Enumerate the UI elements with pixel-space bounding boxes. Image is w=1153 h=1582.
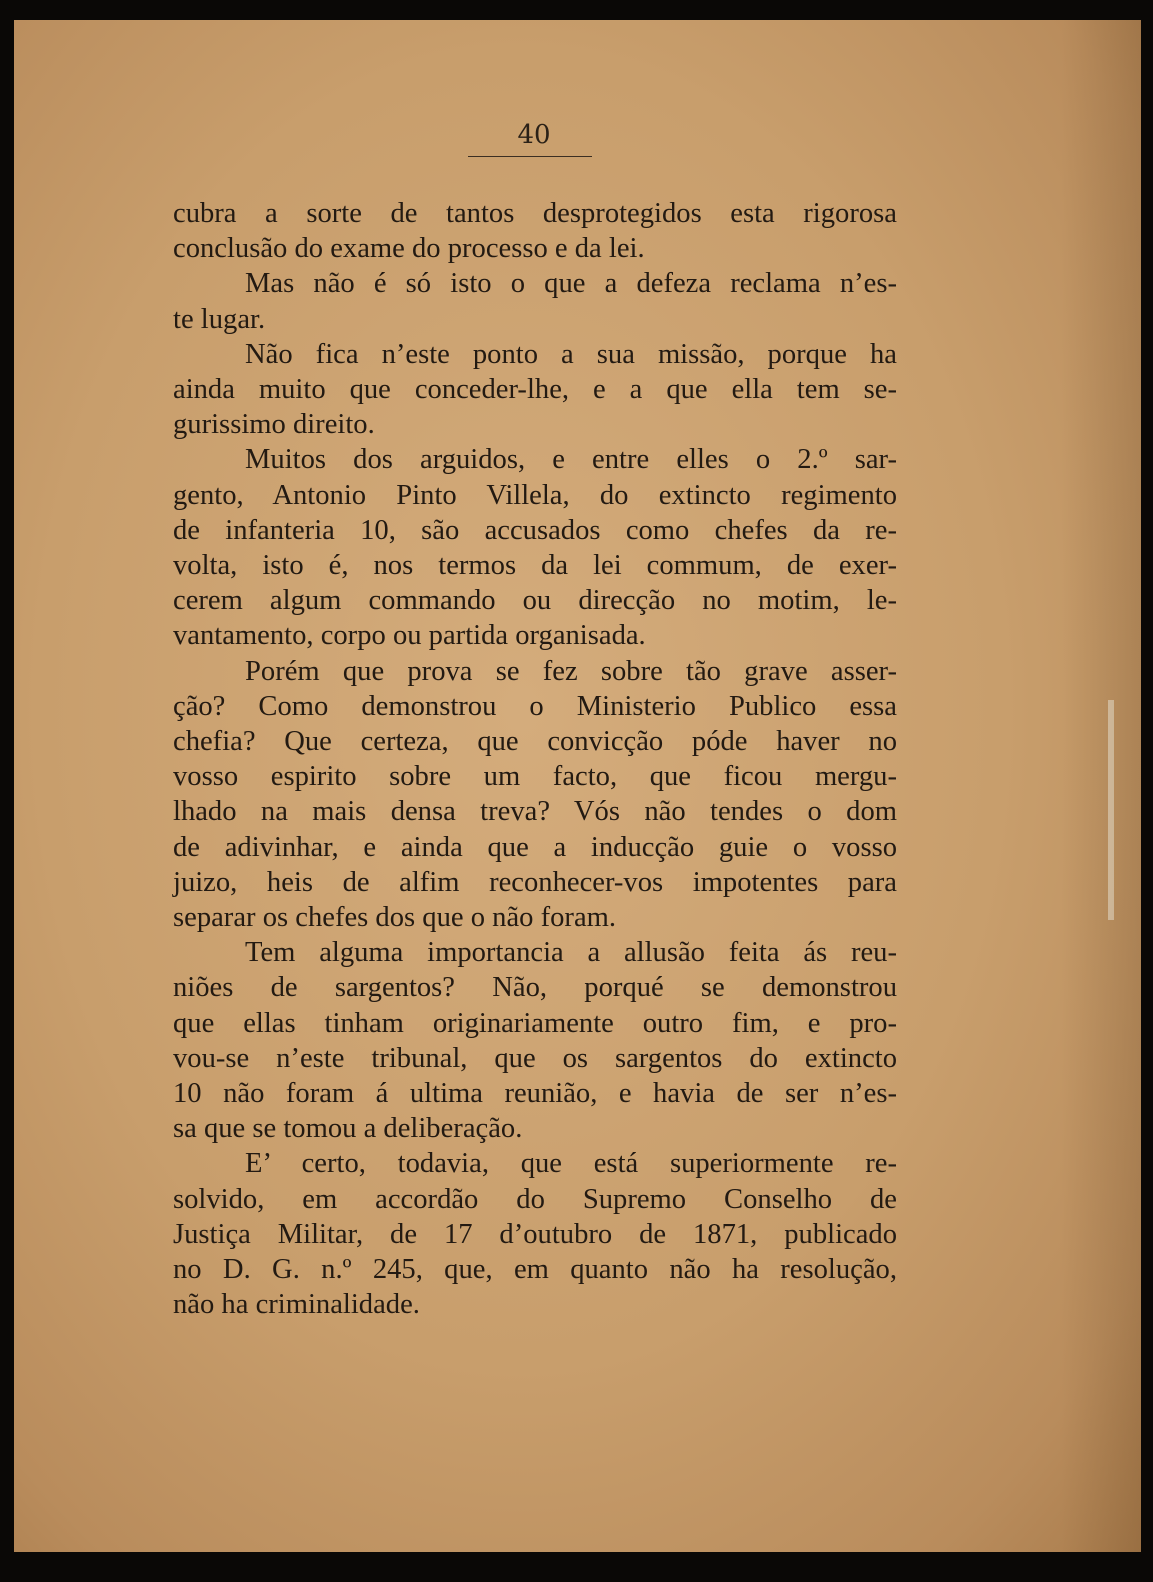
text-line: sa que se tomou a deliberação.	[173, 1113, 523, 1145]
text-line: ainda muito que conceder-lhe, e a que ella tem se-	[173, 374, 897, 406]
body-text	[173, 196, 897, 1323]
header-rule	[468, 156, 592, 157]
text-line: Tem alguma importancia a allusão feita ás reu-	[245, 937, 897, 969]
page-number: 40	[517, 120, 551, 150]
text-line: E’ certo, todavia, que está superiormente re-	[245, 1148, 897, 1180]
text-line: que ellas tinham originariamente outro fim, e pro-	[173, 1007, 897, 1039]
text-line: Justiça Militar, de 17 d’outubro de 1871, publicado	[173, 1218, 897, 1250]
text-line: Muitos dos arguidos, e entre elles o 2.º sar-	[245, 444, 897, 476]
text-line: 10 não foram á ultima reunião, e havia de ser n’es-	[173, 1078, 897, 1110]
text-line: gurissimo direito.	[173, 409, 375, 441]
text-line: vou-se n’este tribunal, que os sargentos do extincto	[173, 1042, 897, 1074]
text-line: juizo, heis de alfim reconhecer-vos impotentes para	[173, 866, 897, 898]
text-line: vosso espirito sobre um facto, que ficou mergu-	[173, 761, 897, 793]
text-line: cubra a sorte de tantos desprotegidos esta rigorosa	[173, 198, 897, 229]
text-line: niões de sargentos? Não, porqué se demonstrou	[173, 972, 897, 1004]
text-line: ção? Como demonstrou o Ministerio Publico essa	[173, 690, 897, 722]
text-line: no D. G. n.º 245, que, em quanto não ha resolução,	[173, 1254, 897, 1286]
text-line: Mas não é só isto o que a defeza reclama n’es-	[245, 268, 897, 300]
text-line: te lugar.	[173, 303, 266, 335]
text-line: volta, isto é, nos termos da lei commum, de exer-	[173, 550, 897, 582]
book-page	[14, 20, 1141, 1552]
text-line: separar os chefes dos que o não foram.	[173, 902, 617, 934]
text-line: vantamento, corpo ou partida organisada.	[173, 620, 646, 652]
text-line: cerem algum commando ou direcção no motim, le-	[173, 585, 897, 617]
text-line: Não fica n’este ponto a sua missão, porque ha	[245, 338, 897, 370]
text-line: conclusão do exame do processo e da lei.	[173, 233, 645, 265]
text-line: Porém que prova se fez sobre tão grave asser-	[245, 655, 897, 687]
text-line: de infanteria 10, são accusados como chefes da re-	[173, 514, 897, 546]
text-line: lhado na mais densa treva? Vós não tendes o dom	[173, 796, 897, 828]
text-line: não ha criminalidade.	[173, 1289, 420, 1321]
text-line: gento, Antonio Pinto Villela, do extincto regimento	[173, 479, 897, 511]
text-line: de adivinhar, e ainda que a inducção guie o vosso	[173, 831, 897, 863]
text-line: solvido, em accordão do Supremo Conselho de	[173, 1183, 897, 1215]
text-line: chefia? Que certeza, que convicção póde haver no	[173, 726, 897, 758]
binding-edge	[1108, 700, 1114, 920]
